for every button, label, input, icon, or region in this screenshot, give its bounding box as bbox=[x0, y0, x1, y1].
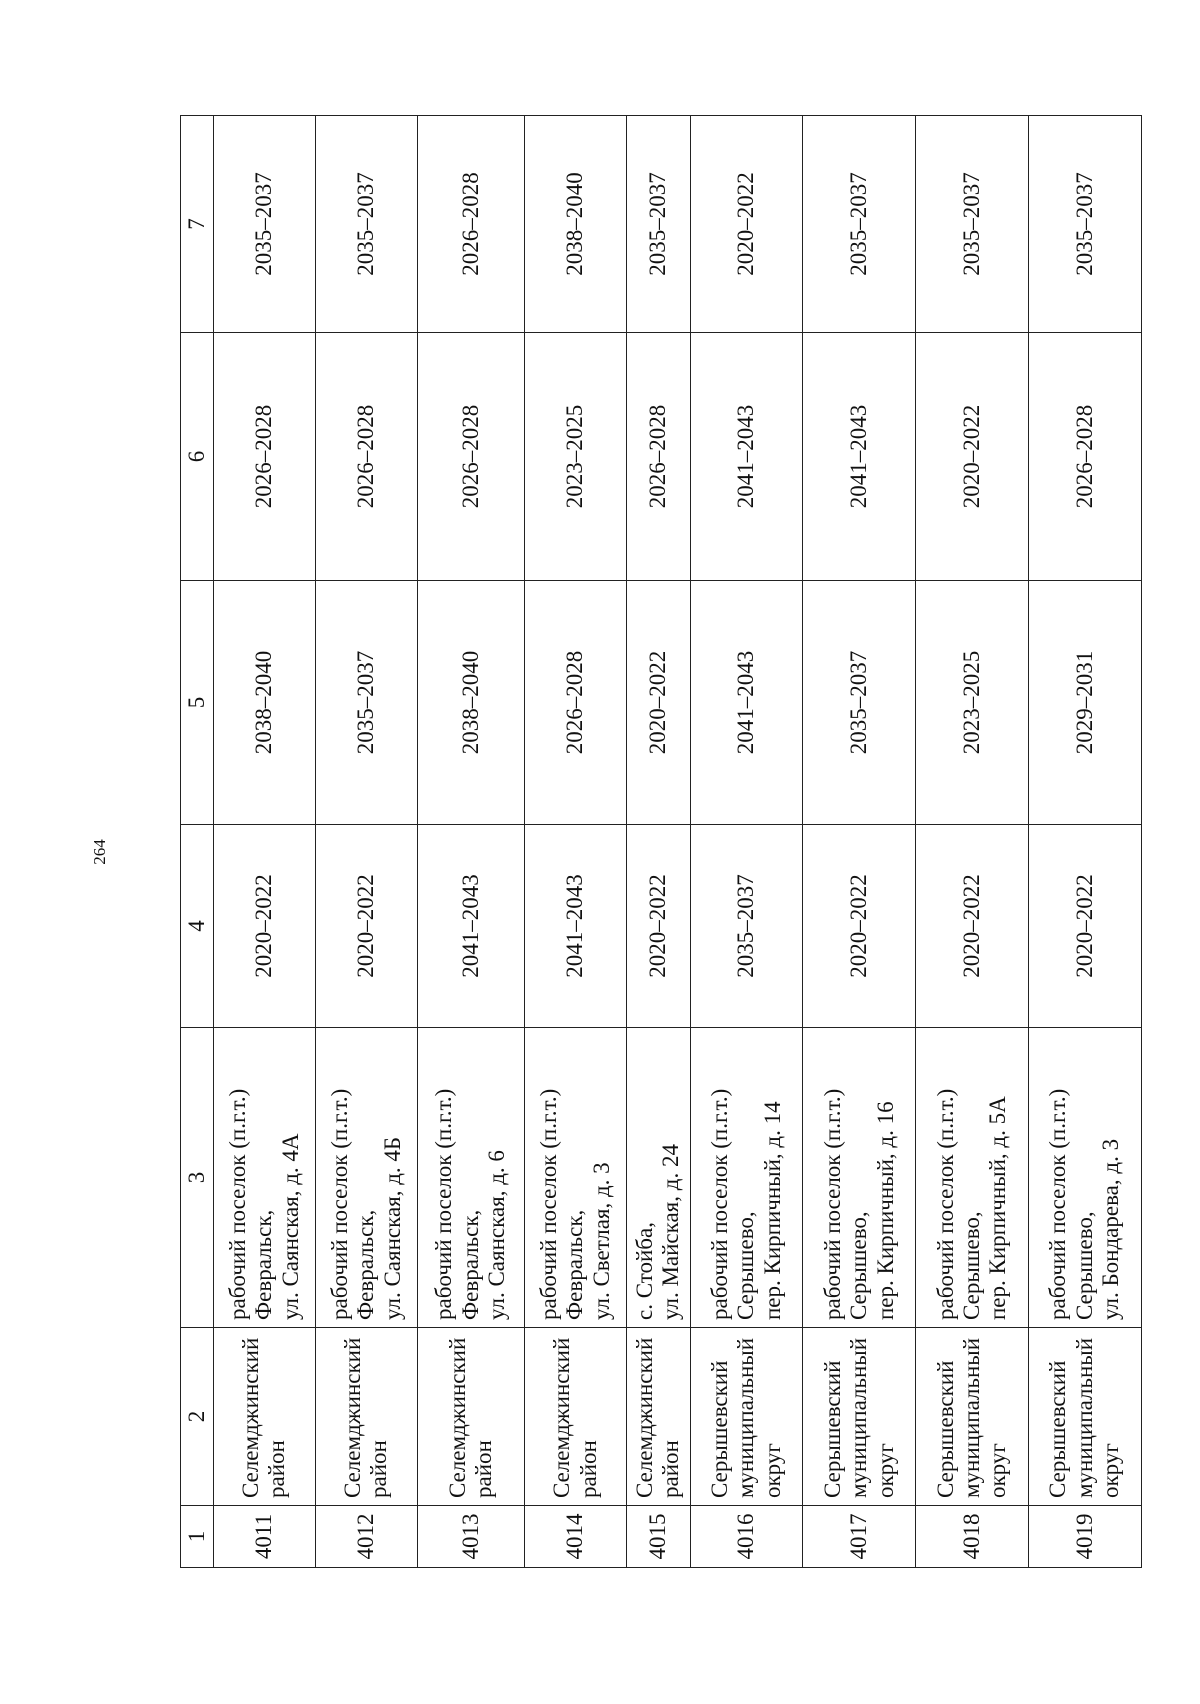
period-value: 2026–2028 bbox=[645, 404, 671, 509]
row-number-cell bbox=[525, 1506, 627, 1568]
period-value: 2020–2022 bbox=[846, 874, 872, 978]
period-cell-6 bbox=[803, 333, 916, 581]
period-cell-5 bbox=[690, 581, 803, 825]
address-line: ул. Майская, д. 24 bbox=[658, 1144, 684, 1320]
address-line: Серышево, bbox=[733, 1211, 759, 1320]
header-cell-5: 5 bbox=[181, 581, 214, 825]
period-cell-7 bbox=[627, 116, 691, 333]
period-value: 2023–2025 bbox=[958, 650, 984, 755]
schedule-table bbox=[180, 115, 1142, 1568]
header-cell-7: 7 bbox=[181, 116, 214, 333]
period-cell-4 bbox=[417, 825, 524, 1028]
district-line: район bbox=[658, 1440, 684, 1498]
table-row bbox=[417, 116, 524, 1568]
address-cell bbox=[1029, 1028, 1142, 1328]
row-number-cell bbox=[627, 1506, 691, 1568]
address-line: рабочий поселок (п.г.т.) bbox=[326, 1088, 352, 1320]
address-cell bbox=[627, 1028, 691, 1328]
period-cell-7 bbox=[417, 116, 524, 333]
address-cell bbox=[417, 1028, 524, 1328]
address-line: с. Стойба, bbox=[631, 1222, 657, 1320]
address-line: рабочий поселок (п.г.т.) bbox=[932, 1088, 958, 1320]
header-cell-2: 2 bbox=[181, 1328, 214, 1506]
address-line: ул. Саянская, д. 4А bbox=[277, 1133, 303, 1320]
address-line: пер. Кирпичный, д. 5А bbox=[985, 1096, 1011, 1320]
period-value: 2035–2037 bbox=[846, 650, 872, 755]
address-line: Серышево, bbox=[958, 1211, 984, 1320]
period-cell-4 bbox=[916, 825, 1029, 1028]
period-value: 2026–2028 bbox=[251, 404, 277, 509]
period-value: 2026–2028 bbox=[457, 172, 483, 276]
header-cell-1: 1 bbox=[181, 1506, 214, 1568]
period-value: 2026–2028 bbox=[353, 404, 379, 509]
district-cell bbox=[690, 1328, 803, 1506]
period-value: 2041–2043 bbox=[733, 650, 759, 755]
period-cell-5 bbox=[315, 581, 417, 825]
period-cell-4 bbox=[803, 825, 916, 1028]
period-value: 2035–2037 bbox=[251, 172, 277, 276]
period-value: 2020–2022 bbox=[733, 172, 759, 276]
period-value: 2026–2028 bbox=[457, 404, 483, 509]
address-line: Февральск, bbox=[251, 1209, 277, 1320]
district-line: округ bbox=[759, 1443, 785, 1498]
district-line: Селемджинский bbox=[238, 1337, 263, 1498]
period-value: 2035–2037 bbox=[958, 172, 984, 276]
period-value: 2026–2028 bbox=[562, 650, 588, 755]
row-number: 4017 bbox=[846, 1513, 872, 1560]
address-cell bbox=[525, 1028, 627, 1328]
address-line: рабочий поселок (п.г.т.) bbox=[819, 1088, 845, 1320]
address-cell bbox=[214, 1028, 316, 1328]
period-cell-4 bbox=[690, 825, 803, 1028]
district-cell bbox=[627, 1328, 691, 1506]
row-number-cell bbox=[417, 1506, 524, 1568]
period-value: 2020–2022 bbox=[645, 650, 671, 755]
district-line: округ bbox=[1098, 1443, 1124, 1498]
table-row bbox=[214, 116, 316, 1568]
address-line: Серышево, bbox=[1071, 1211, 1097, 1320]
address-line: рабочий поселок (п.г.т.) bbox=[224, 1088, 250, 1320]
period-cell-5 bbox=[627, 581, 691, 825]
address-line: ул. Саянская, д. 4Б bbox=[379, 1136, 405, 1320]
period-value: 2038–2040 bbox=[562, 172, 588, 276]
row-number-cell bbox=[214, 1506, 316, 1568]
period-value: 2041–2043 bbox=[562, 874, 588, 978]
period-cell-5 bbox=[525, 581, 627, 825]
district-cell bbox=[417, 1328, 524, 1506]
address-line: рабочий поселок (п.г.т.) bbox=[535, 1088, 561, 1320]
period-value: 2020–2022 bbox=[958, 874, 984, 978]
period-value: 2029–2031 bbox=[1071, 650, 1097, 755]
table-row bbox=[627, 116, 691, 1568]
district-line: муниципальный bbox=[1071, 1337, 1097, 1498]
period-value: 2020–2022 bbox=[958, 404, 984, 509]
period-cell-5 bbox=[916, 581, 1029, 825]
row-number: 4011 bbox=[251, 1513, 277, 1560]
period-cell-6 bbox=[214, 333, 316, 581]
period-cell-6 bbox=[525, 333, 627, 581]
period-value: 2035–2037 bbox=[353, 172, 379, 276]
row-number: 4019 bbox=[1071, 1513, 1097, 1560]
period-value: 2038–2040 bbox=[457, 650, 483, 755]
address-line: Февральск, bbox=[562, 1209, 588, 1320]
table-row bbox=[690, 116, 803, 1568]
district-line: муниципальный bbox=[846, 1337, 872, 1498]
period-cell-6 bbox=[1029, 333, 1142, 581]
address-line: пер. Кирпичный, д. 14 bbox=[759, 1101, 785, 1320]
period-value: 2038–2040 bbox=[251, 650, 277, 755]
header-cell-4: 4 bbox=[181, 825, 214, 1028]
period-cell-4 bbox=[214, 825, 316, 1028]
district-cell bbox=[803, 1328, 916, 1506]
address-cell bbox=[803, 1028, 916, 1328]
table-row bbox=[1029, 116, 1142, 1568]
address-line: Серышево, bbox=[846, 1211, 872, 1320]
period-cell-5 bbox=[1029, 581, 1142, 825]
period-value: 2023–2025 bbox=[562, 404, 588, 509]
period-cell-4 bbox=[1029, 825, 1142, 1028]
address-cell bbox=[690, 1028, 803, 1328]
address-line: Февральск, bbox=[457, 1209, 483, 1320]
table-row bbox=[803, 116, 916, 1568]
period-cell-6 bbox=[417, 333, 524, 581]
district-line: Селемджинский bbox=[549, 1337, 575, 1498]
page-number: 264 bbox=[90, 839, 109, 865]
district-line: Серышевский bbox=[706, 1360, 732, 1498]
header-cell-3: 3 bbox=[181, 1028, 214, 1328]
address-line: рабочий поселок (п.г.т.) bbox=[1045, 1088, 1071, 1320]
period-cell-7 bbox=[525, 116, 627, 333]
period-value: 2020–2022 bbox=[1071, 874, 1097, 978]
header-row bbox=[181, 116, 214, 1568]
district-line: район bbox=[470, 1440, 496, 1498]
period-cell-7 bbox=[1029, 116, 1142, 333]
period-value: 2041–2043 bbox=[457, 874, 483, 978]
period-cell-7 bbox=[214, 116, 316, 333]
address-cell bbox=[916, 1028, 1029, 1328]
district-cell bbox=[525, 1328, 627, 1506]
period-value: 2035–2037 bbox=[1071, 172, 1097, 276]
district-line: округ bbox=[985, 1443, 1011, 1498]
period-value: 2035–2037 bbox=[846, 172, 872, 276]
district-cell bbox=[1029, 1328, 1142, 1506]
district-line: Серышевский bbox=[819, 1360, 845, 1498]
address-line: ул. Бондарева, д. 3 bbox=[1098, 1138, 1124, 1320]
row-number: 4015 bbox=[645, 1513, 671, 1560]
row-number-cell bbox=[690, 1506, 803, 1568]
period-cell-7 bbox=[916, 116, 1029, 333]
row-number: 4012 bbox=[353, 1513, 379, 1560]
district-cell bbox=[315, 1328, 417, 1506]
period-value: 2020–2022 bbox=[353, 874, 379, 978]
district-cell bbox=[916, 1328, 1029, 1506]
row-number: 4013 bbox=[457, 1513, 483, 1560]
address-line: ул. Саянская, д. 6 bbox=[484, 1150, 510, 1320]
district-line: муниципальный bbox=[733, 1337, 759, 1498]
period-value: 2035–2037 bbox=[733, 874, 759, 978]
district-line: район bbox=[264, 1440, 290, 1498]
period-value: 2020–2022 bbox=[645, 874, 671, 978]
period-cell-5 bbox=[417, 581, 524, 825]
address-cell bbox=[315, 1028, 417, 1328]
period-cell-6 bbox=[916, 333, 1029, 581]
period-cell-5 bbox=[214, 581, 316, 825]
district-line: район bbox=[366, 1440, 392, 1498]
period-cell-4 bbox=[525, 825, 627, 1028]
period-cell-6 bbox=[315, 333, 417, 581]
period-value: 2026–2028 bbox=[1071, 404, 1097, 509]
header-cell-6: 6 bbox=[181, 333, 214, 581]
row-number-cell bbox=[1029, 1506, 1142, 1568]
period-cell-6 bbox=[690, 333, 803, 581]
district-line: округ bbox=[872, 1443, 898, 1498]
period-value: 2035–2037 bbox=[645, 172, 671, 276]
address-line: ул. Светлая, д. 3 bbox=[588, 1162, 614, 1320]
period-cell-5 bbox=[803, 581, 916, 825]
district-line: Серышевский bbox=[1045, 1360, 1071, 1498]
district-line: Селемджинский bbox=[444, 1337, 470, 1498]
address-line: пер. Кирпичный, д. 16 bbox=[872, 1101, 898, 1320]
row-number-cell bbox=[916, 1506, 1029, 1568]
district-line: район bbox=[575, 1440, 601, 1498]
district-line: муниципальный bbox=[958, 1337, 984, 1498]
address-line: рабочий поселок (п.г.т.) bbox=[431, 1088, 457, 1320]
table-row bbox=[916, 116, 1029, 1568]
period-value: 2041–2043 bbox=[733, 404, 759, 509]
row-number: 4018 bbox=[958, 1513, 984, 1560]
district-line: Серышевский bbox=[932, 1360, 958, 1498]
row-number-cell bbox=[803, 1506, 916, 1568]
period-value: 2020–2022 bbox=[251, 874, 277, 978]
address-line: Февральск, bbox=[353, 1209, 379, 1320]
period-cell-4 bbox=[627, 825, 691, 1028]
row-number-cell bbox=[315, 1506, 417, 1568]
district-cell bbox=[214, 1328, 316, 1506]
address-line: рабочий поселок (п.г.т.) bbox=[706, 1088, 732, 1320]
period-value: 2041–2043 bbox=[846, 404, 872, 509]
table-row bbox=[315, 116, 417, 1568]
table-container bbox=[180, 116, 1142, 1568]
district-line: Селемджинский bbox=[631, 1337, 657, 1498]
row-number: 4016 bbox=[733, 1513, 759, 1560]
period-cell-7 bbox=[315, 116, 417, 333]
period-cell-7 bbox=[803, 116, 916, 333]
row-number: 4014 bbox=[562, 1513, 588, 1560]
period-cell-4 bbox=[315, 825, 417, 1028]
period-cell-6 bbox=[627, 333, 691, 581]
district-line: Селемджинский bbox=[339, 1337, 365, 1498]
period-cell-7 bbox=[690, 116, 803, 333]
table-row bbox=[525, 116, 627, 1568]
period-value: 2035–2037 bbox=[353, 650, 379, 755]
